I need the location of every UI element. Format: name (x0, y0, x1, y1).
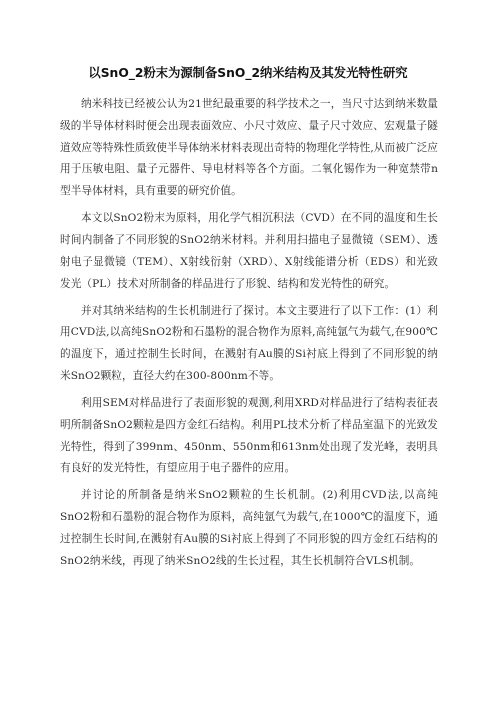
document-title: 以SnO_2粉末为源制备SnO_2纳米结构及其发光特性研究 (88, 66, 408, 80)
paragraph-4: 利用SEM对样品进行了表面形貌的观测,利用XRD对样品进行了结构表征表明所制备SnO2颗粒是四方金红石结构。利用PL技术分析了样品室温下的光致发光特性，得到了399nm、450nm、550nm和613nm处出现了发光峰，表明具有良好的发光特性，有望应用于电子器件的应用。 (60, 396, 438, 475)
paragraph-3: 并对其纳米结构的生长机制进行了探讨。本文主要进行了以下工作：(1）利用CVD法,以高纯SnO2粉和石墨粉的混合物作为原料,高纯氩气为载气,在900℃的温度下，通过控制生长时间，在溅射有Au膜的Si衬底上得到了不同形貌的纳米SnO2颗粒，直径大约在300-800nm不等。 (60, 304, 438, 382)
paragraph-1: 纳米科技已经被公认为21世纪最重要的科学技术之一，当尺寸达到纳米数量级的半导体材料时便会出现表面效应、小尺寸效应、量子尺寸效应、宏观量子隧道效应等特殊性质致使半导体纳米材料表现出奇特的物理化学特性,从而被广泛应用于压敏电阻、量子元器件、导电材料等各个方面。二氧化锡作为一种宽禁带n型半导体材料，具有重要的研究价值。 (60, 98, 438, 198)
document-body (60, 94, 438, 578)
paragraph-2: 本文以SnO2粉末为原料，用化学气相沉积法（CVD）在不同的温度和生长时间内制备了不同形貌的SnO2纳米材料。并利用扫描电子显微镜（SEM）、透射电子显微镜（TEM）、X射线衍射（XRD）、X射线能谱分析（EDS）和光致发光（PL）技术对所制备的样品进行了形貌、结构和发光特性的研究。 (60, 212, 438, 290)
paragraph-5: 并讨论的所制备是纳米SnO2颗粒的生长机制。(2)利用CVD法,以高纯SnO2粉和石墨粉的混合物作为原料，高纯氩气为载气,在1000℃的温度下，通过控制生长时间,在溅射有Au膜的Si衬底上得到了不同形貌的四方金红石结构的SnO2纳米线，再现了纳米SnO2线的生长过程，其生长机制符合VLS机制。 (60, 489, 438, 567)
